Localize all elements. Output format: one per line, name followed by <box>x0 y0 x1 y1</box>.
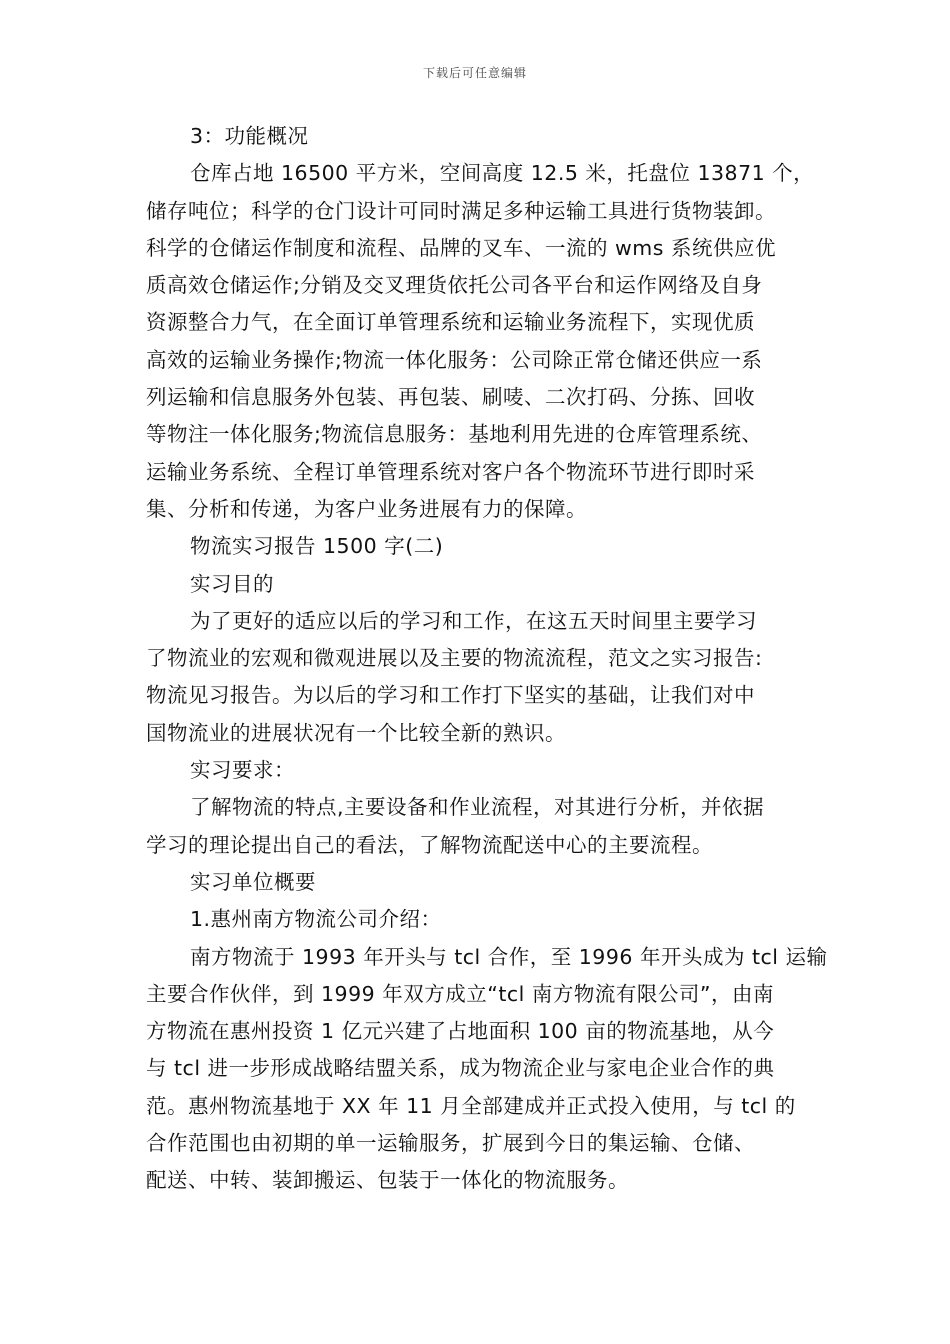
text-line: 南方物流于 1993 年开头与 tcl 合作，至 1996 年开头成为 tcl 运输 <box>190 944 828 969</box>
page-header: 下载后可任意编辑 <box>422 66 527 80</box>
text-line: 范。惠州物流基地于 XX 年 11 月全部建成并正式投入使用，与 tcl 的 <box>146 1093 796 1118</box>
text-line: 资源整合力气，在全面订单管理系统和运输业务流程下，实现优质 <box>146 310 755 335</box>
text-line: 了物流业的宏观和微观进展以及主要的物流流程，范文之实习报告: <box>146 646 763 671</box>
text-line: 学习的理论提出自己的看法，了解物流配送中心的主要流程。 <box>146 832 713 857</box>
text-line: 国物流业的进展状况有一个比较全新的熟识。 <box>146 720 566 745</box>
text-line: 列运输和信息服务外包装、再包装、刷唛、二次打码、分拣、回收 <box>146 385 755 410</box>
subheading-company-intro <box>146 901 812 938</box>
text-line: 科学的仓储运作制度和流程、品牌的叉车、一流的 wms 系统供应优 <box>146 235 776 260</box>
text-line: 与 tcl 进一步形成战略结盟关系，成为物流企业与家电企业合作的典 <box>146 1056 775 1081</box>
document-body <box>146 118 828 1200</box>
text-line: 物流见习报告。为以后的学习和工作打下坚实的基础，让我们对中 <box>146 683 755 708</box>
text-line: 方物流在惠州投资 1 亿元兴建了占地面积 100 亩的物流基地，从今 <box>146 1019 775 1044</box>
text-line: 合作范围也由初期的单一运输服务，扩展到今日的集运输、仓储、 <box>146 1131 755 1156</box>
section-heading-unit-overview <box>146 864 812 901</box>
text-line: 3：功能概况 <box>190 124 309 148</box>
text-line: 物流实习报告 1500 字(二) <box>190 534 444 559</box>
text-line: 集、分析和传递，为客户业务进展有力的保障。 <box>146 496 587 521</box>
text-line: 仓库占地 16500 平方米，空间高度 12.5 米，托盘位 13871 个， <box>190 161 815 186</box>
report-title <box>146 528 812 565</box>
section-heading-function-overview <box>146 118 812 155</box>
paragraph-purpose <box>146 603 812 752</box>
text-line: 为了更好的适应以后的学习和工作，在这五天时间里主要学习 <box>190 608 757 633</box>
paragraph-warehouse-overview <box>146 155 815 528</box>
text-line: 高效的运输业务操作;物流一体化服务：公司除正常仓储还供应一系 <box>146 347 763 372</box>
section-heading-requirements <box>146 752 812 789</box>
text-line: 主要合作伙伴，到 1999 年双方成立“tcl 南方物流有限公司”，由南 <box>146 981 774 1006</box>
text-line: 储存吨位；科学的仓门设计可同时满足多种运输工具进行货物装卸。 <box>146 198 776 223</box>
text-line: 质高效仓储运作;分销及交叉理货依托公司各平台和运作网络及自身 <box>146 273 763 298</box>
text-line: 等物注一体化服务;物流信息服务：基地利用先进的仓库管理系统、 <box>146 422 763 447</box>
text-line: 1.惠州南方物流公司介绍： <box>190 907 442 932</box>
text-line: 实习要求： <box>190 758 295 783</box>
text-line: 实习目的 <box>190 571 274 596</box>
section-heading-purpose <box>146 566 812 603</box>
text-line: 了解物流的特点,主要设备和作业流程，对其进行分析，并依据 <box>190 795 765 820</box>
paragraph-company-intro <box>146 939 828 1200</box>
paragraph-requirements <box>146 789 812 864</box>
text-line: 配送、中转、装卸搬运、包装于一体化的物流服务。 <box>146 1168 629 1193</box>
text-line: 实习单位概要 <box>190 869 316 894</box>
text-line: 运输业务系统、全程订单管理系统对客户各个物流环节进行即时采 <box>146 459 755 484</box>
